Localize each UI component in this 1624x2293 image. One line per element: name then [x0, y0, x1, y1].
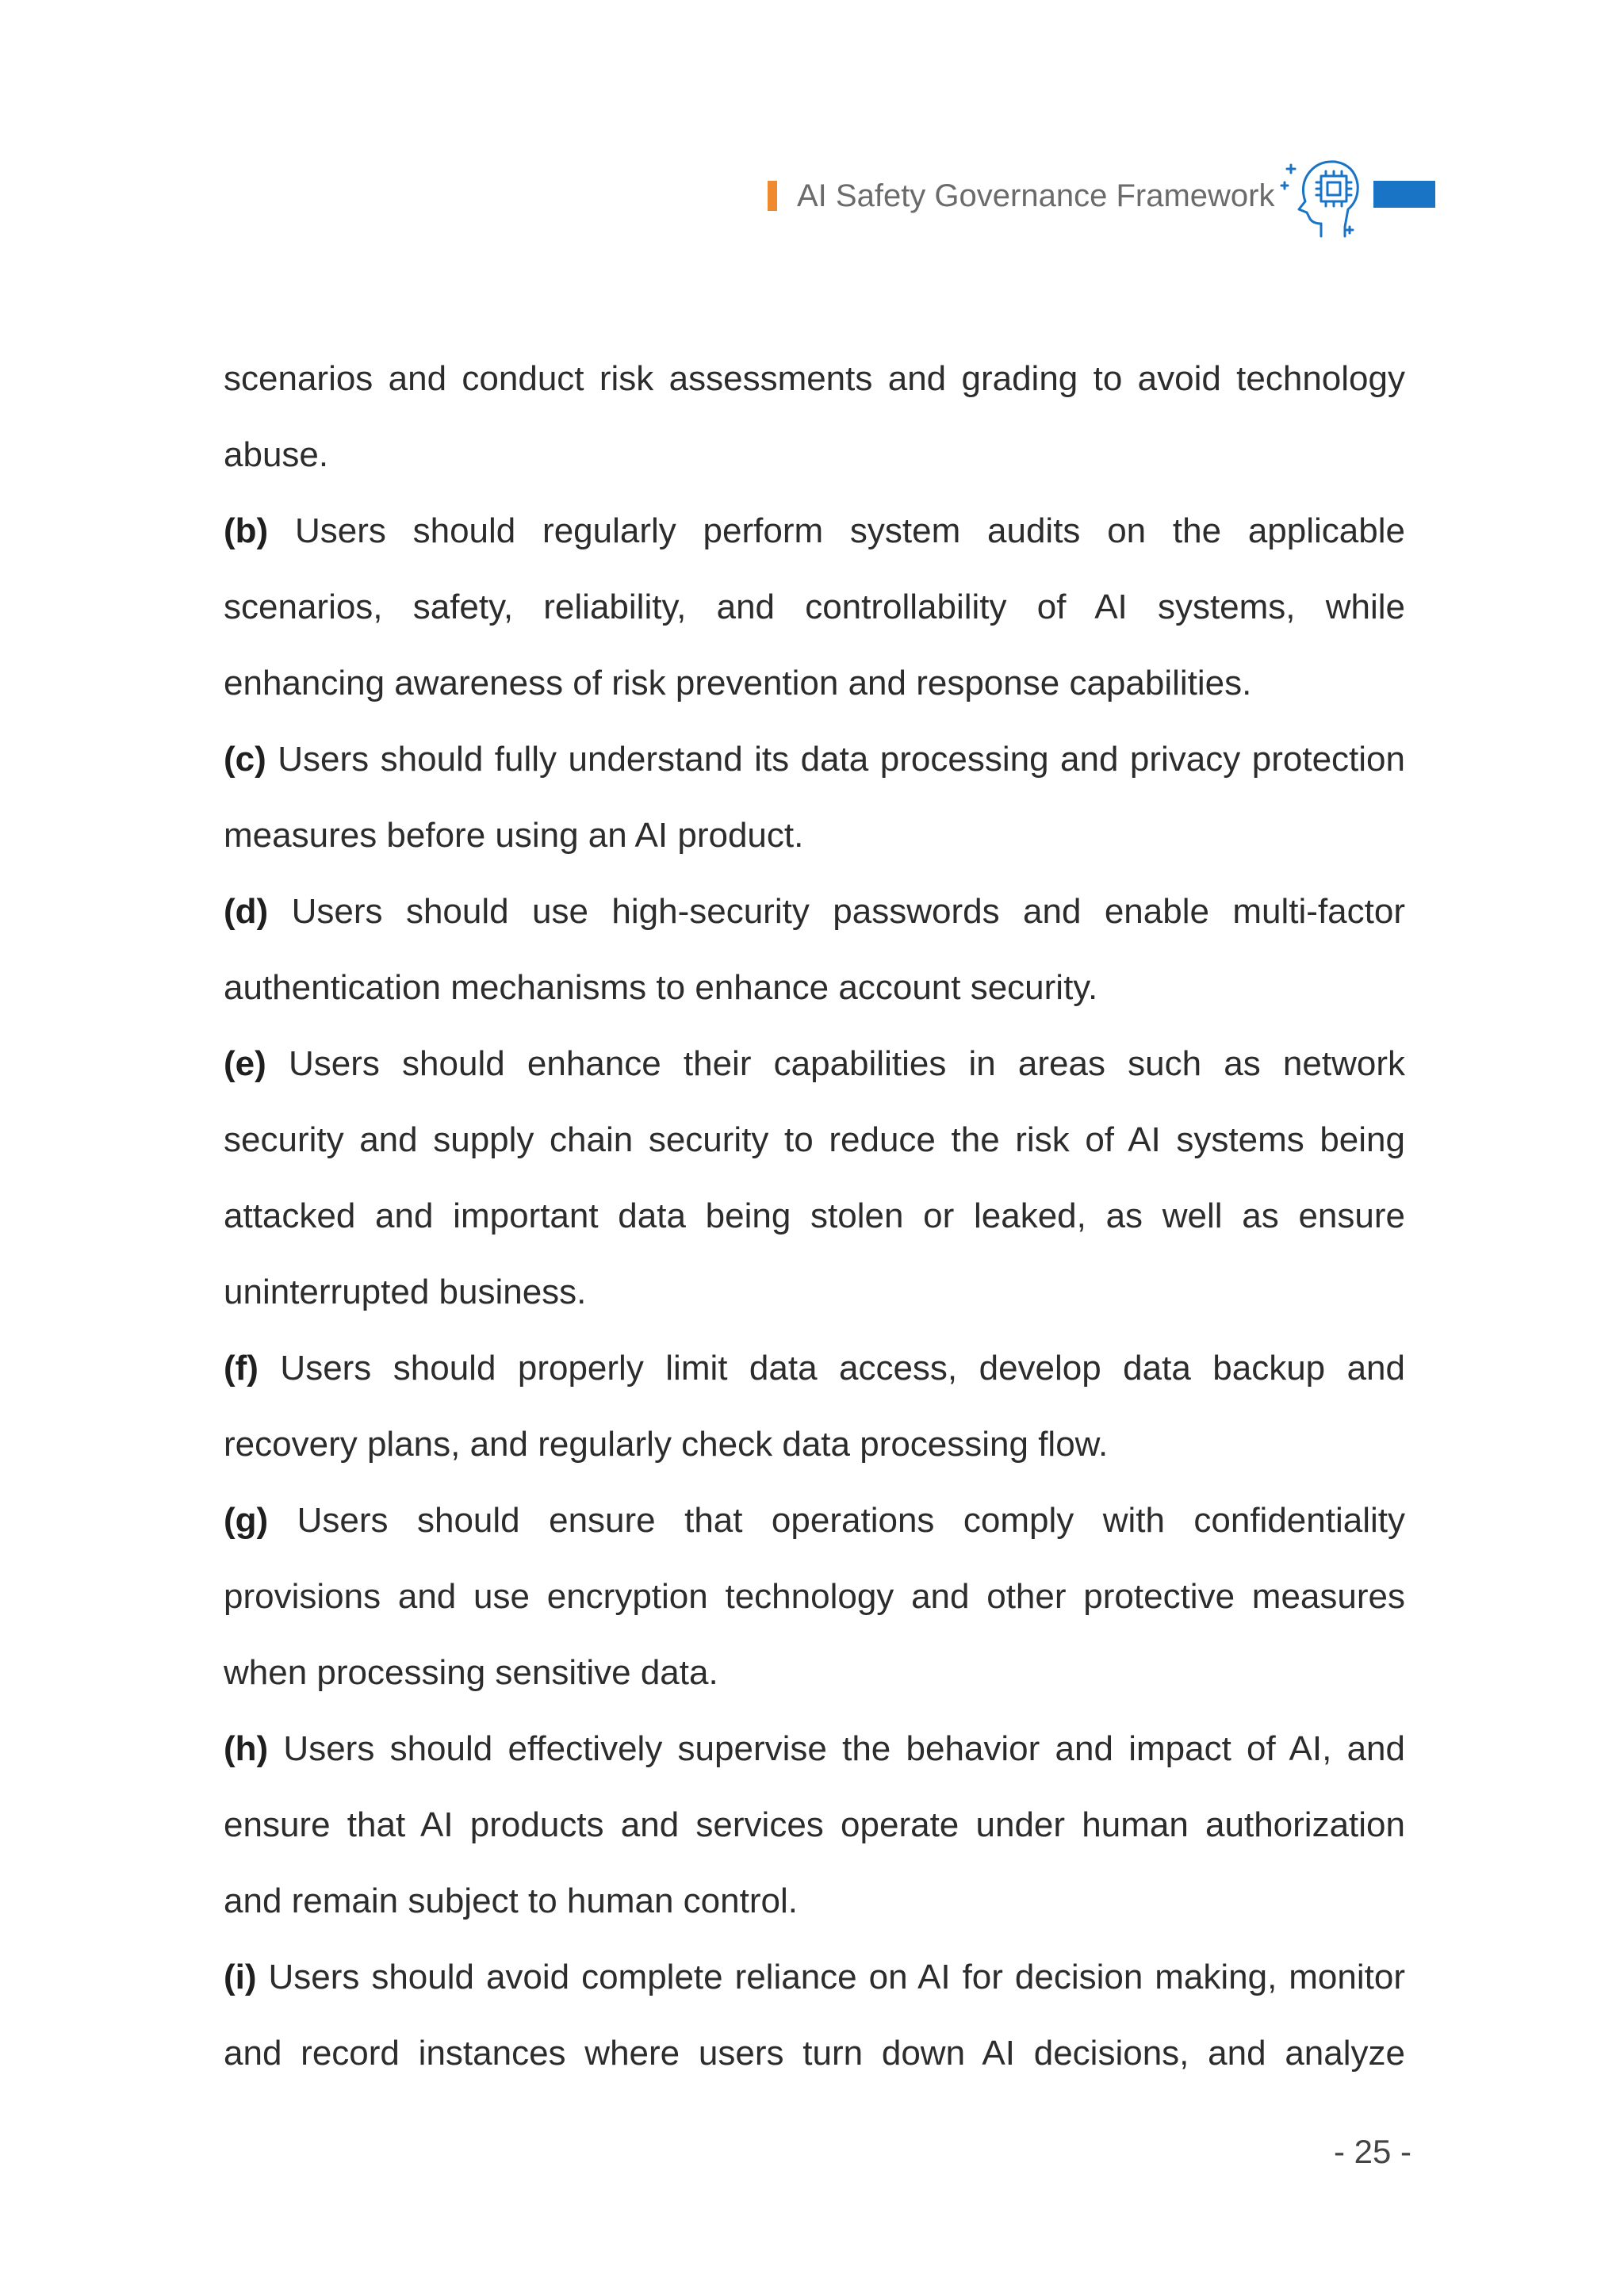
- item-text: Users should fully understand its data processing and privacy protection measures before using an AI product.: [224, 740, 1405, 855]
- list-item-e: [224, 1026, 1405, 1330]
- item-label: (g): [224, 1501, 269, 1540]
- document-body: [224, 341, 1405, 2092]
- item-text: Users should regularly perform system audits on the applicable scenarios, safety, reliability, and controllability of AI systems, while enhancing awareness of risk prevention and response capabilities.: [224, 511, 1405, 702]
- list-item-g: [224, 1483, 1405, 1711]
- item-label: (f): [224, 1349, 259, 1388]
- item-text: Users should ensure that operations comply with confidentiality provisions and use encryption technology and other protective measures when processing sensitive data.: [224, 1501, 1405, 1692]
- item-text: Users should properly limit data access, develop data backup and recovery plans, and regularly check data processing flow.: [224, 1349, 1405, 1464]
- paragraph-text: scenarios and conduct risk assessments and grading to avoid technology abuse.: [224, 359, 1405, 474]
- list-item-i: [224, 1939, 1405, 2092]
- item-label: (e): [224, 1044, 266, 1083]
- item-text: Users should use high-security passwords and enable multi-factor authentication mechanisms to enhance account security.: [224, 892, 1405, 1007]
- list-item-c: [224, 722, 1405, 874]
- item-label: (i): [224, 1958, 257, 1996]
- header-orange-bar: [768, 181, 777, 211]
- item-text: Users should enhance their capabilities in areas such as network security and supply chain security to reduce the risk of AI systems being attacked and important data being stolen or leaked, as well as ensure uninterrupted business.: [224, 1044, 1405, 1311]
- item-label: (b): [224, 511, 269, 550]
- item-label: (c): [224, 740, 266, 779]
- ai-head-chip-icon: [1275, 151, 1362, 246]
- list-item-f: [224, 1330, 1405, 1483]
- item-label: (h): [224, 1729, 269, 1768]
- page-header: [0, 173, 1624, 252]
- item-text: Users should avoid complete reliance on AI for decision making, monitor and record instances where users turn down AI decisions, and analyze: [224, 1958, 1405, 2073]
- paragraph-intro: [224, 341, 1405, 493]
- list-item-b: [224, 493, 1405, 722]
- header-title: AI Safety Governance Framework: [797, 178, 1275, 213]
- list-item-d: [224, 874, 1405, 1026]
- header-blue-bar: [1373, 181, 1435, 208]
- page-number: - 25 -: [1333, 2133, 1411, 2170]
- item-label: (d): [224, 892, 269, 931]
- item-text: Users should effectively supervise the behavior and impact of AI, and ensure that AI products and services operate under human authorization and remain subject to human control.: [224, 1729, 1405, 1920]
- list-item-h: [224, 1711, 1405, 1939]
